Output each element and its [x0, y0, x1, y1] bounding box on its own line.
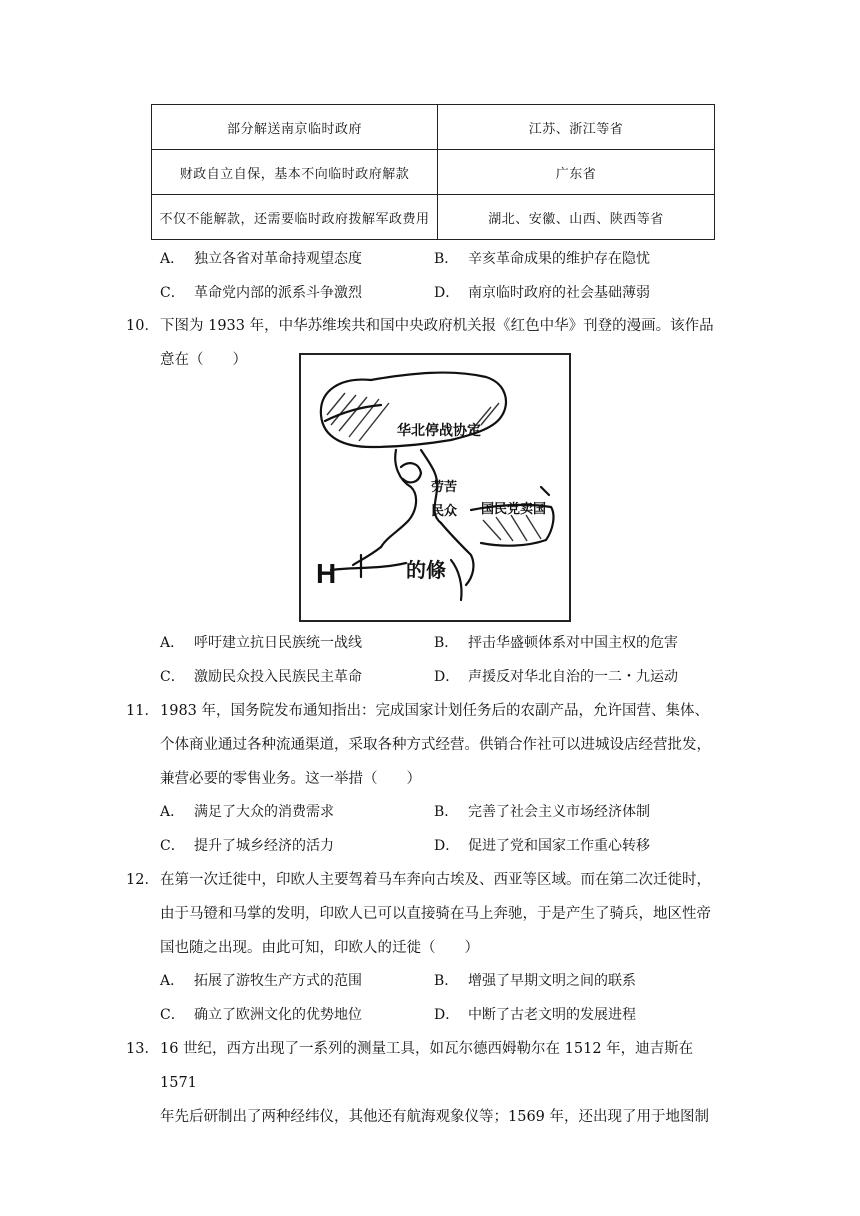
cartoon-label-kmt: 国民党卖国 [481, 501, 547, 516]
option-a[interactable] [160, 801, 334, 821]
table-row [152, 150, 715, 195]
option-d[interactable] [434, 1004, 636, 1024]
option-a[interactable] [160, 970, 362, 990]
option-row [160, 632, 760, 666]
cartoon-drawing [301, 355, 569, 620]
propaganda-cartoon [299, 353, 571, 622]
question-line: 在第一次迁徙中，印欧人主要驾着马车奔向古埃及、西亚等区域。而在第二次迁徙时， [160, 872, 711, 888]
option-key: D． [434, 669, 460, 685]
question-number: 12． [126, 872, 159, 888]
question-line: 16 世纪，西方出现了一系列的测量工具，如瓦尔德西姆勒尔在 1512 年，迪吉斯在 1571 [160, 1041, 694, 1091]
question-line: 下图为 1933 年，中华苏维埃共和国中央政府机关报《红色中华》刊登的漫画。该作品 [160, 318, 714, 334]
option-text: 增强了早期文明之间的联系 [468, 973, 636, 989]
q9-options [160, 248, 760, 316]
option-key: B． [434, 635, 459, 651]
table-cell: 湖北、安徽、山西、陕西等省 [438, 195, 715, 240]
question-line: 1983 年，国务院发布通知指出：完成国家计划任务后的农副产品，允许国营、集体、 [160, 703, 710, 719]
option-text: 革命党内部的派系斗争激烈 [194, 285, 362, 301]
cartoon-label-treaty: 华北停战协定 [397, 422, 481, 438]
option-key: B． [434, 973, 459, 989]
q11-options [160, 801, 760, 869]
option-a[interactable] [160, 632, 362, 652]
option-key: D． [434, 285, 460, 301]
question-line: 国也随之出现。由此可知，印欧人的迁徙（ ） [160, 940, 479, 956]
option-key: B． [434, 804, 459, 820]
option-key: C． [160, 838, 185, 854]
option-text: 完善了社会主义市场经济体制 [468, 804, 650, 820]
question-13 [126, 1032, 734, 1134]
option-text: 呼吁建立抗日民族统一战线 [194, 635, 362, 651]
table-cell: 财政自立自保，基本不向临时政府解款 [152, 150, 438, 195]
option-b[interactable] [434, 970, 636, 990]
question-number: 11． [126, 703, 159, 719]
question-number: 10． [126, 318, 159, 334]
question-11 [126, 694, 734, 796]
option-key: A． [160, 973, 185, 989]
cartoon-label-masses: 民众 [431, 503, 458, 518]
option-key: C． [160, 669, 185, 685]
option-text: 提升了城乡经济的活力 [194, 838, 334, 854]
option-text: 辛亥革命成果的维护存在隐忧 [468, 251, 650, 267]
option-d[interactable] [434, 666, 678, 686]
q10-options [160, 632, 760, 700]
table-cell: 江苏、浙江等省 [438, 105, 715, 150]
table-cell: 广东省 [438, 150, 715, 195]
question-line: 个体商业通过各种流通渠道，采取各种方式经营。供销合作社可以进城设店经营批发， [160, 737, 711, 753]
option-row [160, 801, 760, 835]
cartoon-label-left: H [316, 558, 337, 589]
fiscal-table [151, 104, 715, 240]
option-row [160, 248, 760, 282]
option-a[interactable] [160, 248, 362, 268]
option-key: D． [434, 838, 460, 854]
option-b[interactable] [434, 248, 650, 268]
option-text: 激励民众投入民族民主革命 [194, 669, 362, 685]
option-b[interactable] [434, 632, 678, 652]
table-row [152, 105, 715, 150]
option-b[interactable] [434, 801, 650, 821]
option-text: 促进了党和国家工作重心转移 [468, 838, 650, 854]
cartoon-label-bottom: 的條 [406, 560, 446, 582]
option-key: A． [160, 635, 185, 651]
table-row [152, 195, 715, 240]
option-c[interactable] [160, 835, 334, 855]
question-line: 由于马镫和马掌的发明，印欧人已可以直接骑在马上奔驰，于是产生了骑兵，地区性帝 [160, 906, 711, 922]
question-line: 意在（ ） [160, 352, 247, 368]
option-text: 南京临时政府的社会基础薄弱 [468, 285, 650, 301]
option-key: A． [160, 251, 185, 267]
option-d[interactable] [434, 282, 650, 302]
option-text: 拓展了游牧生产方式的范围 [194, 973, 362, 989]
question-12 [126, 863, 734, 965]
table-cell: 部分解送南京临时政府 [152, 105, 438, 150]
cartoon-label-toiling: 劳苦 [431, 479, 458, 494]
question-number: 13． [126, 1041, 159, 1057]
option-key: D． [434, 1007, 460, 1023]
option-c[interactable] [160, 282, 362, 302]
q12-options [160, 970, 760, 1038]
question-line: 年先后研制出了两种经纬仪，其他还有航海观象仪等；1569 年，还出现了用于地图制 [160, 1109, 710, 1125]
option-text: 满足了大众的消费需求 [194, 804, 334, 820]
option-key: C． [160, 1007, 185, 1023]
option-text: 中断了古老文明的发展进程 [468, 1007, 636, 1023]
option-c[interactable] [160, 666, 362, 686]
option-key: B． [434, 251, 459, 267]
option-text: 独立各省对革命持观望态度 [194, 251, 362, 267]
option-key: C． [160, 285, 185, 301]
option-key: A． [160, 804, 185, 820]
option-c[interactable] [160, 1004, 362, 1024]
option-text: 确立了欧洲文化的优势地位 [194, 1007, 362, 1023]
table-cell: 不仅不能解款，还需要临时政府拨解军政费用 [152, 195, 438, 240]
question-line: 兼营必要的零售业务。这一举措（ ） [160, 771, 421, 787]
option-text: 抨击华盛顿体系对中国主权的危害 [468, 635, 678, 651]
option-text: 声援反对华北自治的一二・九运动 [468, 669, 678, 685]
option-row [160, 970, 760, 1004]
option-d[interactable] [434, 835, 650, 855]
